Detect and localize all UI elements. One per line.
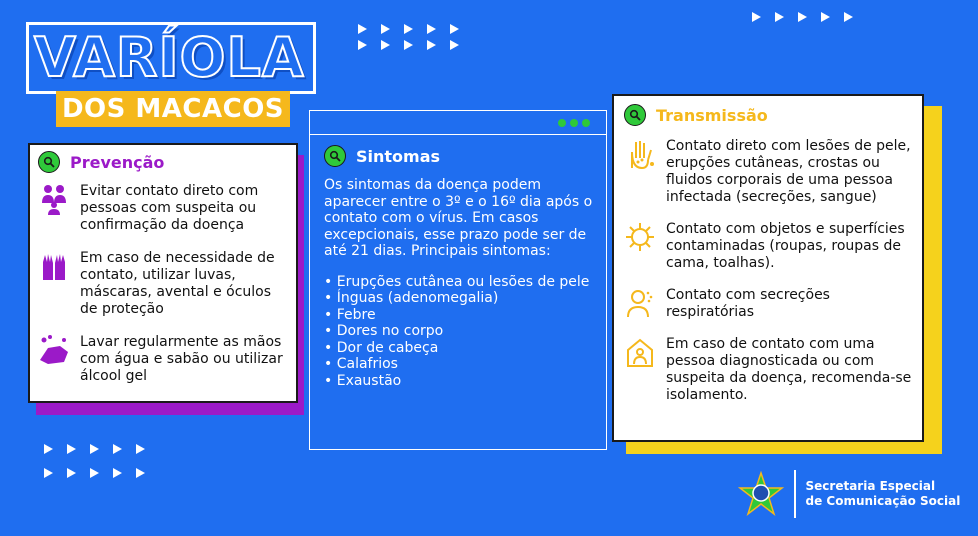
- gloves-icon: [38, 250, 70, 282]
- transmission-text: Contato com secreções respiratórias: [666, 287, 830, 320]
- symptoms-body: [310, 167, 606, 389]
- list-item: • Dores no corpo: [324, 323, 594, 340]
- arrow-icon: [67, 444, 76, 454]
- symptoms-intro: Os sintomas da doença podem aparecer entre o 3º e o 16º dia após o contato com o vírus. Em casos excepcionais, esse prazo pode ser de até 21 dias. Principais sintomas:: [324, 177, 593, 259]
- list-item: • Ínguas (adenomegalia): [324, 290, 594, 307]
- arrow-decoration-top: [358, 24, 459, 50]
- list-item: • Dor de cabeça: [324, 340, 594, 357]
- home-isolation-icon: [624, 336, 656, 368]
- list-item: • Febre: [324, 307, 594, 324]
- dot-icon: [570, 119, 578, 127]
- arrow-icon: [450, 40, 459, 50]
- arrow-icon: [404, 24, 413, 34]
- arrow-icon: [136, 468, 145, 478]
- arrow-icon: [113, 444, 122, 454]
- transmission-card: [612, 94, 924, 442]
- dot-icon: [582, 119, 590, 127]
- family-icon: [38, 183, 70, 215]
- arrow-icon: [358, 40, 367, 50]
- hand-lesion-icon: [624, 138, 656, 170]
- list-item: [624, 287, 912, 321]
- footer-line: de Comunicação Social: [805, 494, 961, 508]
- list-item: • Calafrios: [324, 356, 594, 373]
- list-item: [38, 250, 288, 318]
- arrow-icon: [427, 24, 436, 34]
- transmission-text: Contato com objetos e superfícies contaminadas (roupas, roupas de cama, toalhas).: [666, 221, 905, 271]
- prevention-text: Evitar contato direto com pessoas com suspeita ou confirmação da doença: [80, 183, 259, 233]
- transmission-text: Em caso de contato com uma pessoa diagnosticada ou com suspeita da doença, recomenda-se isolamento.: [666, 336, 912, 403]
- hand-washing-icon: [38, 334, 70, 366]
- list-item: • Exaustão: [324, 373, 594, 390]
- arrow-icon: [798, 12, 807, 22]
- arrow-icon: [136, 444, 145, 454]
- prevention-header: [38, 151, 288, 173]
- arrow-icon: [44, 444, 53, 454]
- symptoms-title: Sintomas: [356, 146, 441, 166]
- transmission-text: Contato direto com lesões de pele, erupções cutâneas, crostas ou fluidos corporais de uma pessoa infectada (secreções, sangue): [666, 138, 911, 205]
- symptoms-card-topbar: [310, 111, 606, 135]
- arrow-decoration-top-right: [752, 12, 853, 22]
- symptoms-card: [309, 110, 607, 450]
- page-title: VARÍOLA: [34, 26, 305, 89]
- arrow-icon: [381, 40, 390, 50]
- list-item: [624, 336, 912, 404]
- arrow-decoration-bottom: [44, 444, 145, 478]
- symptoms-list: [324, 274, 594, 390]
- arrow-icon: [381, 24, 390, 34]
- arrow-icon: [427, 40, 436, 50]
- symptoms-header: [310, 135, 606, 167]
- arrow-icon: [844, 12, 853, 22]
- footer: [738, 470, 960, 518]
- arrow-icon: [821, 12, 830, 22]
- arrow-icon: [450, 24, 459, 34]
- arrow-icon: [90, 468, 99, 478]
- prevention-title: Prevenção: [70, 152, 165, 172]
- footer-divider: [794, 470, 796, 518]
- footer-line: Secretaria Especial: [805, 479, 936, 493]
- transmission-title: Transmissão: [656, 105, 768, 125]
- list-item: [38, 183, 288, 234]
- brazil-coat-of-arms-icon: [738, 471, 784, 517]
- list-item: [624, 221, 912, 272]
- arrow-icon: [67, 468, 76, 478]
- sneeze-icon: [624, 287, 656, 319]
- search-icon: [624, 104, 646, 126]
- arrow-icon: [404, 40, 413, 50]
- list-item: • Erupções cutânea ou lesões de pele: [324, 274, 594, 291]
- arrow-icon: [752, 12, 761, 22]
- search-icon: [324, 145, 346, 167]
- list-item: [624, 138, 912, 206]
- prevention-card: [28, 143, 298, 403]
- arrow-icon: [358, 24, 367, 34]
- arrow-icon: [90, 444, 99, 454]
- arrow-icon: [113, 468, 122, 478]
- dot-icon: [558, 119, 566, 127]
- page-subtitle: DOS MACACOS: [56, 91, 290, 127]
- arrow-icon: [775, 12, 784, 22]
- list-item: [38, 334, 288, 385]
- transmission-header: [624, 104, 912, 126]
- footer-text: [806, 479, 961, 509]
- search-icon: [38, 151, 60, 173]
- prevention-text: Em caso de necessidade de contato, utilizar luvas, máscaras, avental e óculos de proteção: [80, 250, 275, 317]
- window-dots: [558, 119, 590, 127]
- arrow-icon: [44, 468, 53, 478]
- prevention-text: Lavar regularmente as mãos com água e sabão ou utilizar álcool gel: [80, 334, 283, 384]
- virus-icon: [624, 221, 656, 253]
